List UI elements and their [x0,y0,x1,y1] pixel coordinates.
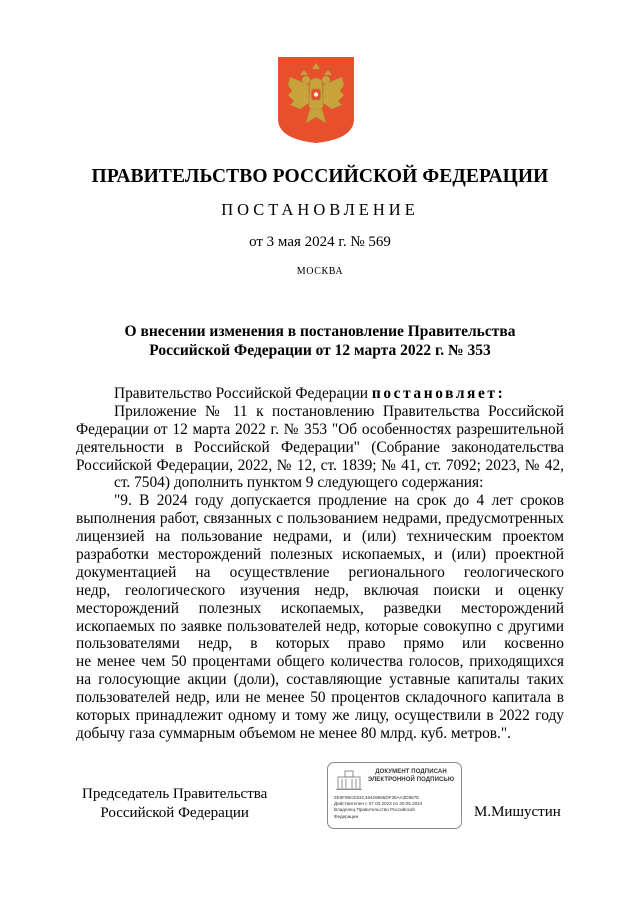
body-line: на голосующие акции (доли), составляющие уставные капиталы таких [76,671,564,689]
body-line: не менее чем 50 процентами общего количества голосов, приходящихся [76,653,564,671]
body-line: деятельности в Российской Федерации" (Собрание законодательства [76,438,564,456]
decision-text: Правительство Российской Федерации [114,385,372,402]
position-line: Председатель Правительства [82,786,268,802]
document-subject [0,322,640,360]
subject-line: О внесении изменения в постановление Правительства [124,323,516,340]
city-name: МОСКВА [296,266,344,277]
body-line: разработки месторождений полезных ископаемых, и (или) проектной [76,546,564,564]
body-line: которых принадлежит одному и тому же лицу, осуществили в 2022 году [76,707,564,725]
government-title: ПРАВИТЕЛЬСТВО РОССИЙСКОЙ ФЕДЕРАЦИИ [91,166,549,187]
certificate-owner: Владелец Правительство Российской [334,807,415,813]
signatory-name: М.Мишустин [474,804,561,820]
body-line: лицензией на пользование недрами, и (или) техническим проектом [76,528,564,546]
body-line: Российской Федерации, 2022, № 12, ст. 1839; № 41, ст. 7092; 2023, № 42, [76,456,564,474]
body-line: пользователями недр, в которых право прямо или косвенно [76,635,564,653]
certificate-validity: Действителен с 07.03.2023 по 30.05.2024 [334,801,423,807]
stamp-heading-line: ЭЛЕКТРОННОЙ ПОДПИСЬЮ [367,776,455,783]
electronic-signature-stamp [327,762,462,829]
stamp-heading [366,769,456,784]
document-date-number: от 3 мая 2024 г. № 569 [249,234,391,250]
body-line: добычу газа суммарным объемом не менее 80 млрд. куб. метров.". [76,724,512,742]
position-line: Российской Федерации [100,805,249,821]
decision-keyword: постановляет: [371,385,506,402]
body-line: месторождений полезных ископаемых, разведки месторождений [76,599,564,617]
document-body [76,385,564,743]
body-line: ст. 7504) дополнить пунктом 9 следующего содержания: [114,474,484,492]
subject-line: Российской Федерации от 12 марта 2022 г. № 353 [149,342,491,359]
body-line: недр, геологического изучения недр, включая поиски и оценку [76,581,564,599]
certificate-owner: Федерации [334,813,359,819]
stamp-heading-line: ДОКУМЕНТ ПОДПИСАН [375,769,447,775]
body-line: выполнения работ, связанных с пользованием недрами, предусмотренных [76,510,564,528]
government-building-icon [334,769,364,791]
body-line: документацией на осуществление регионального геологического [76,563,564,581]
signatory-position [82,785,267,823]
body-line: пользователей недр, или не менее 50 процентов складочного капитала в [76,689,564,707]
paragraph-decision [76,385,564,403]
document-type: ПОСТАНОВЛЕНИЕ [221,200,419,219]
body-line: ископаемых по заявке пользователей недр, которые совокупно с другими [76,617,564,635]
body-line: Федерации от 12 марта 2022 г. № 353 "Об особенностях разрешительной [76,420,564,438]
body-line: "9. В 2024 году допускается продление на срок до 4 лет сроков [114,492,564,510]
certificate-number: 2E6F99CE53C46426866DF38AA3D867E [334,795,420,800]
stamp-details [334,795,458,820]
body-line: Приложение № 11 к постановлению Правительства Российской [114,402,564,420]
coat-of-arms-emblem [276,55,356,145]
